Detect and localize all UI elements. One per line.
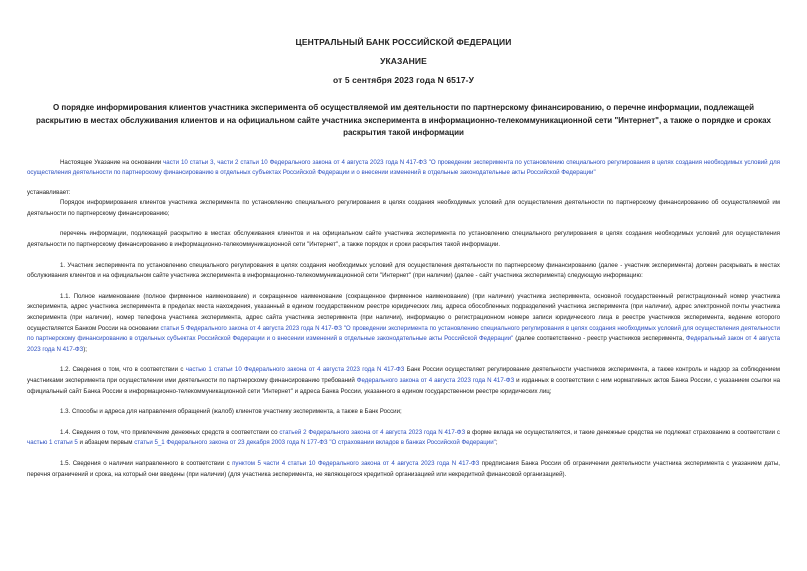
item-1-4 [27,428,780,449]
basis-law-link[interactable]: части 10 статьи 3, части 2 статьи 10 Федерального закона от 4 августа 2023 года N 417-ФЗ "О проведении эксперимента по установлению специального регулирования в целях создания необходимых условий для осуществления деятельности по партнерскому финансированию в отдельных субъектах Российской Федерации и о внесении изменений в отдельные законодательные акты Российской Федерации" [27,158,780,177]
order-paragraph: Порядок информирования клиентов участника эксперимента по установлению специального регулирования в целях создания необходимых условий для осуществления деятельности по партнерскому финансированию об осуществляемой им деятельности по партнерскому финансированию; [27,199,780,217]
document-type: УКАЗАНИЕ [380,56,427,66]
item-1-2-lead: 1.2. Сведения о том, что в соответствии с [60,366,186,374]
item-1-4-tail: ; [495,439,498,447]
item-1-3: 1.3. Способы и адреса для направления обращений (жалоб) клиентов участнику эксперимента, а также в Банк России; [60,408,402,416]
item-1-5-lead: 1.5. Сведения о наличии направленного в соответствии с [60,459,233,467]
item-1-1-law-link-2[interactable]: Федеральный закон от 4 августа 2023 года N 417-ФЗ [27,335,780,353]
item-1-2 [27,365,780,397]
document-date-number: от 5 сентября 2023 года N 6517-У [333,75,474,85]
item-1-1-text: 1.1. Полное наименование (полное фирменное наименование) и сокращенное наименование (сокращенное фирменное наименование) (при наличии) участника эксперимента, основной государственный регистрационный номер участника эксперимента, адрес участника эксперимента в пределах места нахождения, указанный в едином государственном реестре юридических лиц, адреса обособленных подразделений участника эксперимента (при наличии), адрес электронной почты участника эксперимента (при наличии), номер телефона участника эксперимента, адрес сайта участника эксперимента (при наличии), информацию о регистрационном номере записи юридического лица в реестре участников эксперимента, ведение которого осуществляется Банком России на основании [27,292,780,332]
item-1-5-law-link[interactable]: пунктом 5 части 4 статьи 10 Федерального закона от 4 августа 2023 года N 417-ФЗ [232,459,480,467]
item-1-1 [27,292,780,356]
item-1-1-tail: ); [83,345,88,353]
item-1-2-law-link-2[interactable]: Федерального закона от 4 августа 2023 года N 417-ФЗ [356,377,515,384]
item-1-2-tail: и изданных в соответствии с ним нормативных актов Банка России, с указанием ссылки на официальный сайт Банка России в информационно-телекоммуникационной сети "Интернет" и адреса Банка России, указанного в едином государственном реестре юридических лиц; [27,377,781,395]
item-1-4-mid-2: и абзацем первым [77,439,135,447]
issuer-heading: ЦЕНТРАЛЬНЫЙ БАНК РОССИЙСКОЙ ФЕДЕРАЦИИ [295,37,512,47]
item-1-2-mid: Банк России осуществляет регулирование деятельности участников эксперимента, а также контроль и надзор за соблюдением участниками эксперимента при осуществлении ими деятельности по партнерскому финансированию требований [27,366,780,384]
item-1-4-law-link-2[interactable]: частью 1 статьи 5 [27,439,78,447]
item-1-4-lead: 1.4. Сведения о том, что привлечение денежных средств в соответствии со [60,428,280,436]
list-paragraph: перечень информации, подлежащей раскрытию в местах обслуживания клиентов и на официальном сайте участника эксперимента по установлению специального регулирования в целях создания необходимых условий для осуществления деятельности по партнерскому финансированию в информационно-телекоммуникационной сети "Интернет", а также порядок и сроки раскрытия такой информации. [27,230,780,249]
basis-lead: Настоящее Указание на основании [60,158,164,166]
item-1-5-tail: предписания Банка России об ограничении деятельности участника эксперимента с указанием даты, перечня ограничений и срока, на который они введены (при наличии) (для участника эксперимента, не являющегося кредитной организацией или некредитной финансовой организацией). [27,459,780,478]
item-1-1-law-link[interactable]: статьи 5 Федерального закона от 4 августа 2023 года N 417-ФЗ "О проведении эксперимента по установлению специального регулирования в целях создания необходимых условий для осуществления деятельности по партнерскому финансированию в отдельных субъектах Российской Федерации и о внесении изменений в отдельные законодательные акты Российской Федерации" [27,324,780,343]
item-1-4-mid: в форме вклада не осуществляется, и такие денежные средства не подлежат страхованию в соответствии с [465,428,780,436]
item-1-2-law-link[interactable]: частью 1 статьи 10 Федерального закона от 4 августа 2023 года N 417-ФЗ [185,366,405,374]
basis-paragraph [27,158,780,179]
item-1-5 [27,459,780,480]
document-title: О порядке информирования клиентов участника эксперимента об осуществляемой им деятельности по партнерскому финансированию, о перечне информации, подлежащей раскрытию в местах обслуживания клиентов и на официальном сайте участника эксперимента в информационно-телекоммуникационной сети "Интернет", а также о порядке и сроках раскрытия такой информации [36,103,771,137]
item-1-4-law-link-3[interactable]: статьи 5_1 Федерального закона от 23 декабря 2003 года N 177-ФЗ "О страховании вкладов в банках Российской Федерации" [134,439,496,447]
item-1-1-mid: (далее соответственно - реестр участников эксперимента, [513,335,686,343]
item-1-4-law-link[interactable]: статьей 2 Федерального закона от 4 августа 2023 года N 417-ФЗ [279,428,466,436]
establishes-label: устанавливает: [27,188,71,196]
item-1: 1. Участник эксперимента по установлению специального регулирования в целях создания необходимых условий для осуществления деятельности по партнерскому финансированию (далее - участник эксперимента) должен раскрывать в местах обслуживания клиентов и на официальном сайте участника эксперимента в информационно-телекоммуникационной сети "Интернет" (при наличии) (далее - сайт участника эксперимента) следующую информацию: [27,261,780,280]
